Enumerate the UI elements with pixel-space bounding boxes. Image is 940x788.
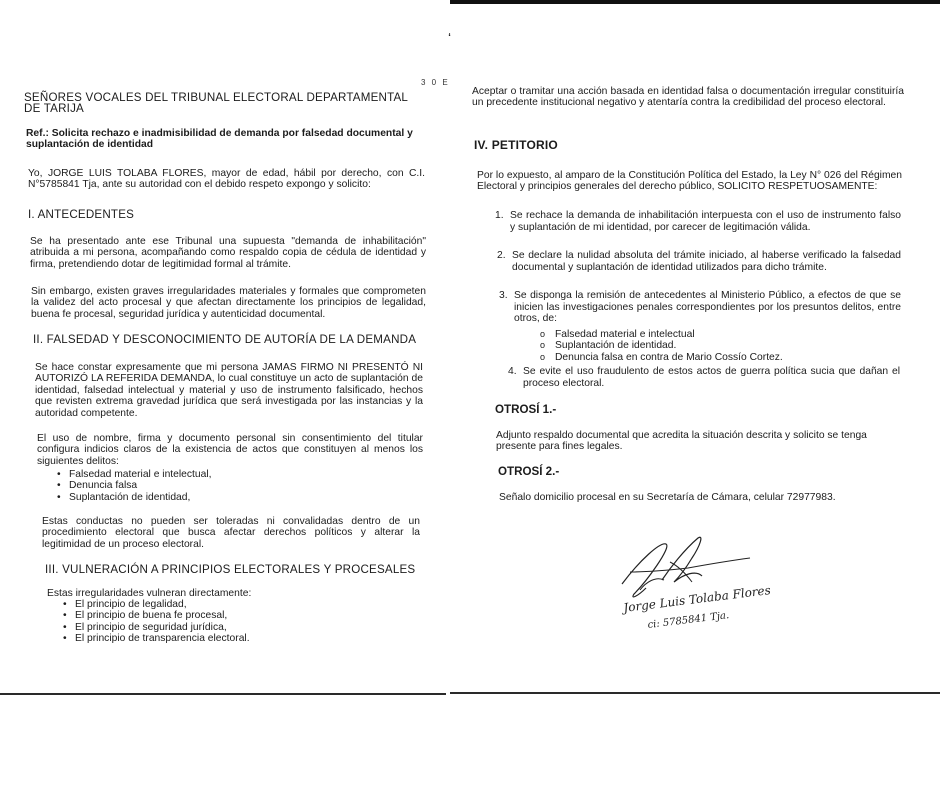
petition-item-text: Se evite el uso fraudulento de estos actos de guerra política sucia que dañan el proceso electoral. [523, 366, 900, 389]
section-2-paragraph-3: Estas conductas no pueden ser toleradas ni convalidadas dentro de un procedimiento electoral que busca afectar derechos políticos y alterar la legitimidad de un proceso electoral. [42, 516, 420, 550]
section-2-title: II. FALSEDAD Y DESCONOCIMIENTO DE AUTORÍA DE LA DEMANDA [33, 333, 417, 346]
petition-offense-sublist [538, 329, 878, 363]
list-item: • Suplantación de identidad, [55, 492, 355, 503]
petition-item-number: 2. [497, 250, 506, 261]
list-item: • Denuncia falsa [55, 480, 355, 491]
section-1-title: I. ANTECEDENTES [28, 208, 135, 221]
section-2-paragraph-1: Se hace constar expresamente que mi persona JAMAS FIRMO NI PRESENTÓ NI AUTORIZÓ LA REFERIDA DEMANDA, lo cual constituye un acto de suplantación de identidad, falsedad intelectual y material y uso de instrumento falsificado, hechos que revisten extrema gravedad jurídica que será investigada por las instancias y la autoridad competente. [35, 362, 423, 419]
petition-item-4 [508, 366, 900, 389]
petition-item-text: Se rechace la demanda de inhabilitación interpuesta con el uso de instrumento falso y suplantación de mi identidad, por carecer de legitimación válida. [510, 210, 901, 233]
petition-item-text: Se disponga la remisión de antecedentes al Ministerio Público, a efectos de que se inicien las investigaciones penales correspondientes por los presuntos delitos, entre otros, de: [514, 290, 901, 325]
petition-item-number: 1. [495, 210, 504, 221]
list-item: o Denuncia falsa en contra de Mario Cossío Cortez. [538, 352, 878, 363]
list-item: • El principio de transparencia electoral. [61, 633, 361, 644]
scan-mark: ʻ [448, 30, 452, 46]
section-1-paragraph-1: Se ha presentado ante ese Tribunal una supuesta "demanda de inhabilitación" atribuida a mi persona, acompañando como respaldo copia de cédula de identidad y firma, pretendiendo dotar de legitimidad formal al trámite. [30, 236, 426, 270]
petition-item-2 [497, 250, 901, 273]
otrosi-1-title: OTROSÍ 1.- [495, 403, 557, 416]
addressee: SEÑORES VOCALES DEL TRIBUNAL ELECTORAL DEPARTAMENTAL DE TARIJA [24, 91, 408, 116]
petition-item-3 [499, 290, 901, 325]
page-bottom-rule-left [0, 693, 446, 695]
petition-intro: Por lo expuesto, al amparo de la Constitución Política del Estado, la Ley N° 026 del Régimen Electoral y principios generales del derecho público, SOLICITO RESPETUOSAMENTE: [477, 170, 902, 193]
scan-top-edge [450, 0, 940, 4]
section-4-title: IV. PETITORIO [474, 138, 558, 152]
signature-name: Jorge Luis Tolaba Flores [622, 583, 772, 615]
petition-item-number: 4. [508, 366, 517, 377]
page-bottom-rule-right [450, 692, 940, 694]
list-item: • El principio de buena fe procesal, [61, 610, 361, 621]
otrosi-1-text: Adjunto respaldo documental que acredita la situación descrita y solicito se tenga presente para fines legales. [496, 430, 867, 453]
section-2-paragraph-2: El uso de nombre, firma y documento personal sin consentimiento del titular configura indicios claros de la existencia de actos que constituyen al menos los siguientes delitos: [37, 433, 423, 467]
intro-paragraph: Yo, JORGE LUIS TOLABA FLORES, mayor de edad, hábil por derecho, con C.I. N°5785841 Tja, ante su autoridad con el debido respeto expongo y solicito: [28, 168, 425, 191]
reference-label: Ref.: [26, 128, 49, 139]
section-3-principles-list [61, 599, 361, 645]
section-2-offense-list [55, 469, 355, 503]
list-item: • El principio de legalidad, [61, 599, 361, 610]
list-item: o Suplantación de identidad. [538, 340, 878, 351]
signature-ci: ci: 5785841 Tja. [647, 610, 730, 631]
reference-text: Solicita rechazo e inadmisibilidad de demanda por falsedad documental y suplantación de identidad [26, 128, 413, 151]
section-1-paragraph-2: Sin embargo, existen graves irregularidades materiales y formales que comprometen la validez del acto procesal y que afectan directamente los principios de legalidad, buena fe procesal, seguridad jurídica y autenticidad documental. [31, 286, 426, 320]
continuation-paragraph: Aceptar o tramitar una acción basada en identidad falsa o documentación irregular constituiría un precedente institucional negativo y atentaría contra la credibilidad del proceso electoral. [472, 86, 904, 109]
section-3-title: III. VULNERACIÓN A PRINCIPIOS ELECTORALES Y PROCESALES [45, 563, 416, 576]
list-item: • Falsedad material e intelectual, [55, 469, 355, 480]
petition-item-number: 3. [499, 290, 508, 301]
otrosi-2-text: Señalo domicilio procesal en su Secretaría de Cámara, celular 72977983. [499, 492, 836, 503]
document-page-right [452, 0, 940, 788]
petition-item-1 [495, 210, 901, 233]
list-item: • El principio de seguridad jurídica, [61, 622, 361, 633]
received-stamp: 3 0 E [421, 78, 450, 87]
handwritten-signature [600, 520, 800, 640]
petition-item-text: Se declare la nulidad absoluta del trámite iniciado, al haberse verificado la falsedad documental y suplantación de identidad utilizados para dicho trámite. [512, 250, 901, 273]
list-item: o Falsedad material e intelectual [538, 329, 878, 340]
otrosi-2-title: OTROSÍ 2.- [498, 465, 560, 478]
section-3-intro: Estas irregularidades vulneran directamente: [47, 588, 252, 599]
reference-line [26, 128, 428, 151]
